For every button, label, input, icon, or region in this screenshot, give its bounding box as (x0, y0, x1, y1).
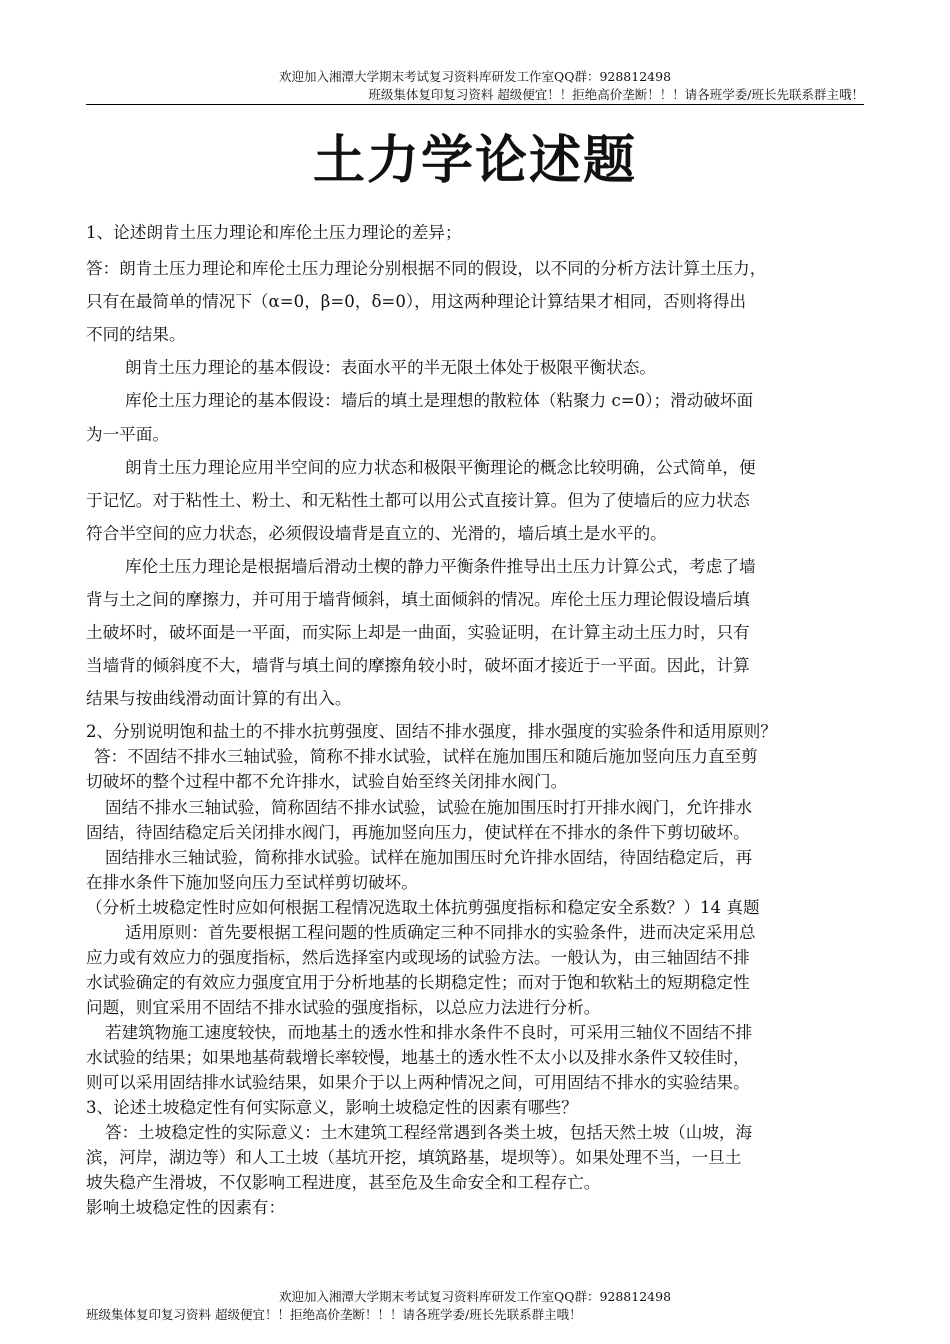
text-line: 为一平面。 (86, 425, 169, 444)
text-line: 固结，待固结稳定后关闭排水阀门，再施加竖向压力，使试样在不排水的条件下剪切破坏。 (86, 823, 750, 842)
text-line: 则可以采用固结排水试验结果，如果介于以上两种情况之间，可用固结不排水的实验结果。 (86, 1073, 750, 1092)
text-line: 答：土坡稳定性的实际意义：土木建筑工程经常遇到各类土坡，包括天然土坡（山坡，海 (105, 1123, 753, 1142)
text-line: 滨，河岸，湖边等）和人工土坡（基坑开挖，填筑路基，堤坝等）。如果处理不当，一旦土 (86, 1148, 742, 1167)
text-line: 坡失稳产生滑坡，不仅影响工程进度，甚至危及生命安全和工程存亡。 (86, 1173, 601, 1192)
text-line: 答：朗肯土压力理论和库伦土压力理论分别根据不同的假设，以不同的分析方法计算土压力， (86, 259, 767, 278)
text-line: 固结不排水三轴试验，简称固结不排水试验，试验在施加围压时打开排水阀门，允许排水 (105, 798, 753, 817)
text-line: 土破坏时，破坏面是一平面，而实际上却是一曲面，实验证明，在计算主动土压力时，只有 (86, 623, 750, 642)
text-line: 只有在最简单的情况下（α=0，β=0，δ=0），用这两种理论计算结果才相同，否则将得出 (86, 292, 747, 311)
header-line-2: 班级集体复印复习资料 超级便宜！！拒绝高价垄断！！！请各班学委/班长先联系群主哦！ (368, 87, 864, 102)
text-line: 固结排水三轴试验，简称排水试验。试样在施加围压时允许排水固结，待固结稳定后，再 (105, 848, 753, 867)
question-3: 3、论述土坡稳定性有何实际意义，影响土坡稳定性的因素有哪些？ (86, 1098, 578, 1117)
text-line: 问题，则宜采用不固结不排水试验的强度指标，以总应力法进行分析。 (86, 998, 601, 1017)
text-line: 若建筑物施工速度较快，而地基土的透水性和排水条件不良时，可采用三轴仪不固结不排 (105, 1023, 753, 1042)
text-line: 应力或有效应力的强度指标，然后选择室内或现场的试验方法。一般认为，由三轴固结不排 (86, 948, 750, 967)
text-line: 切破坏的整个过程中都不允许排水，试验自始至终关闭排水阀门。 (86, 772, 568, 791)
text-line: 库伦土压力理论是根据墙后滑动土楔的静力平衡条件推导出土压力计算公式，考虑了墙 (125, 557, 756, 576)
text-line: 库伦土压力理论的基本假设：墙后的填土是理想的散粒体（粘聚力 c=0）；滑动破坏面 (125, 391, 754, 410)
text-line: 水试验确定的有效应力强度宜用于分析地基的长期稳定性；而对于饱和软粘土的短期稳定性 (86, 973, 750, 992)
text-line: 适用原则：首先要根据工程问题的性质确定三种不同排水的实验条件，进而决定采用总 (125, 923, 756, 942)
question-1: 1、论述朗肯土压力理论和库伦土压力理论的差异； (86, 223, 462, 242)
header-rule (86, 104, 864, 105)
text-line: 背与土之间的摩擦力，并可用于墙背倾斜，填土面倾斜的情况。库伦土压力理论假设墙后填 (86, 590, 750, 609)
text-line: 在排水条件下施加竖向压力至试样剪切破坏。 (86, 873, 418, 892)
header-line-1: 欢迎加入湘潭大学期末考试复习资料库研发工作室QQ群：928812498 (278, 69, 672, 84)
text-line: 结果与按曲线滑动面计算的有出入。 (86, 689, 352, 708)
question-2: 2、分别说明饱和盐土的不排水抗剪强度、固结不排水强度，排水强度的实验条件和适用原则？ (86, 722, 777, 741)
footer-line-1: 欢迎加入湘潭大学期末考试复习资料库研发工作室QQ群：928812498 (278, 1289, 672, 1304)
text-line: 当墙背的倾斜度不大，墙背与填土间的摩擦角较小时，破坏面才接近于一平面。因此，计算 (86, 656, 750, 675)
text-line: 影响土坡稳定性的因素有： (86, 1198, 286, 1217)
text-line: 于记忆。对于粘性土、粉土、和无粘性土都可以用公式直接计算。但为了使墙后的应力状态 (86, 491, 750, 510)
text-line: 朗肯土压力理论应用半空间的应力状态和极限平衡理论的概念比较明确，公式简单，便 (125, 458, 756, 477)
text-line: 朗肯土压力理论的基本假设：表面水平的半无限土体处于极限平衡状态。 (125, 358, 656, 377)
text-line: 答：不固结不排水三轴试验，简称不排水试验，试样在施加围压和随后施加竖向压力直至剪 (94, 747, 758, 766)
page-title: 土力学论述题 (312, 130, 637, 191)
text-line: 不同的结果。 (86, 325, 186, 344)
text-line: 符合半空间的应力状态，必须假设墙背是直立的、光滑的，墙后填土是水平的。 (86, 524, 667, 543)
text-line: 水试验的结果；如果地基荷载增长率较慢，地基土的透水性不太小以及排水条件又较佳时， (86, 1048, 750, 1067)
text-line: （分析土坡稳定性时应如何根据工程情况选取土体抗剪强度指标和稳定安全系数？）14 真题 (86, 898, 760, 917)
footer-line-2: 班级集体复印复习资料 超级便宜！！拒绝高价垄断！！！请各班学委/班长先联系群主哦！ (86, 1307, 582, 1322)
